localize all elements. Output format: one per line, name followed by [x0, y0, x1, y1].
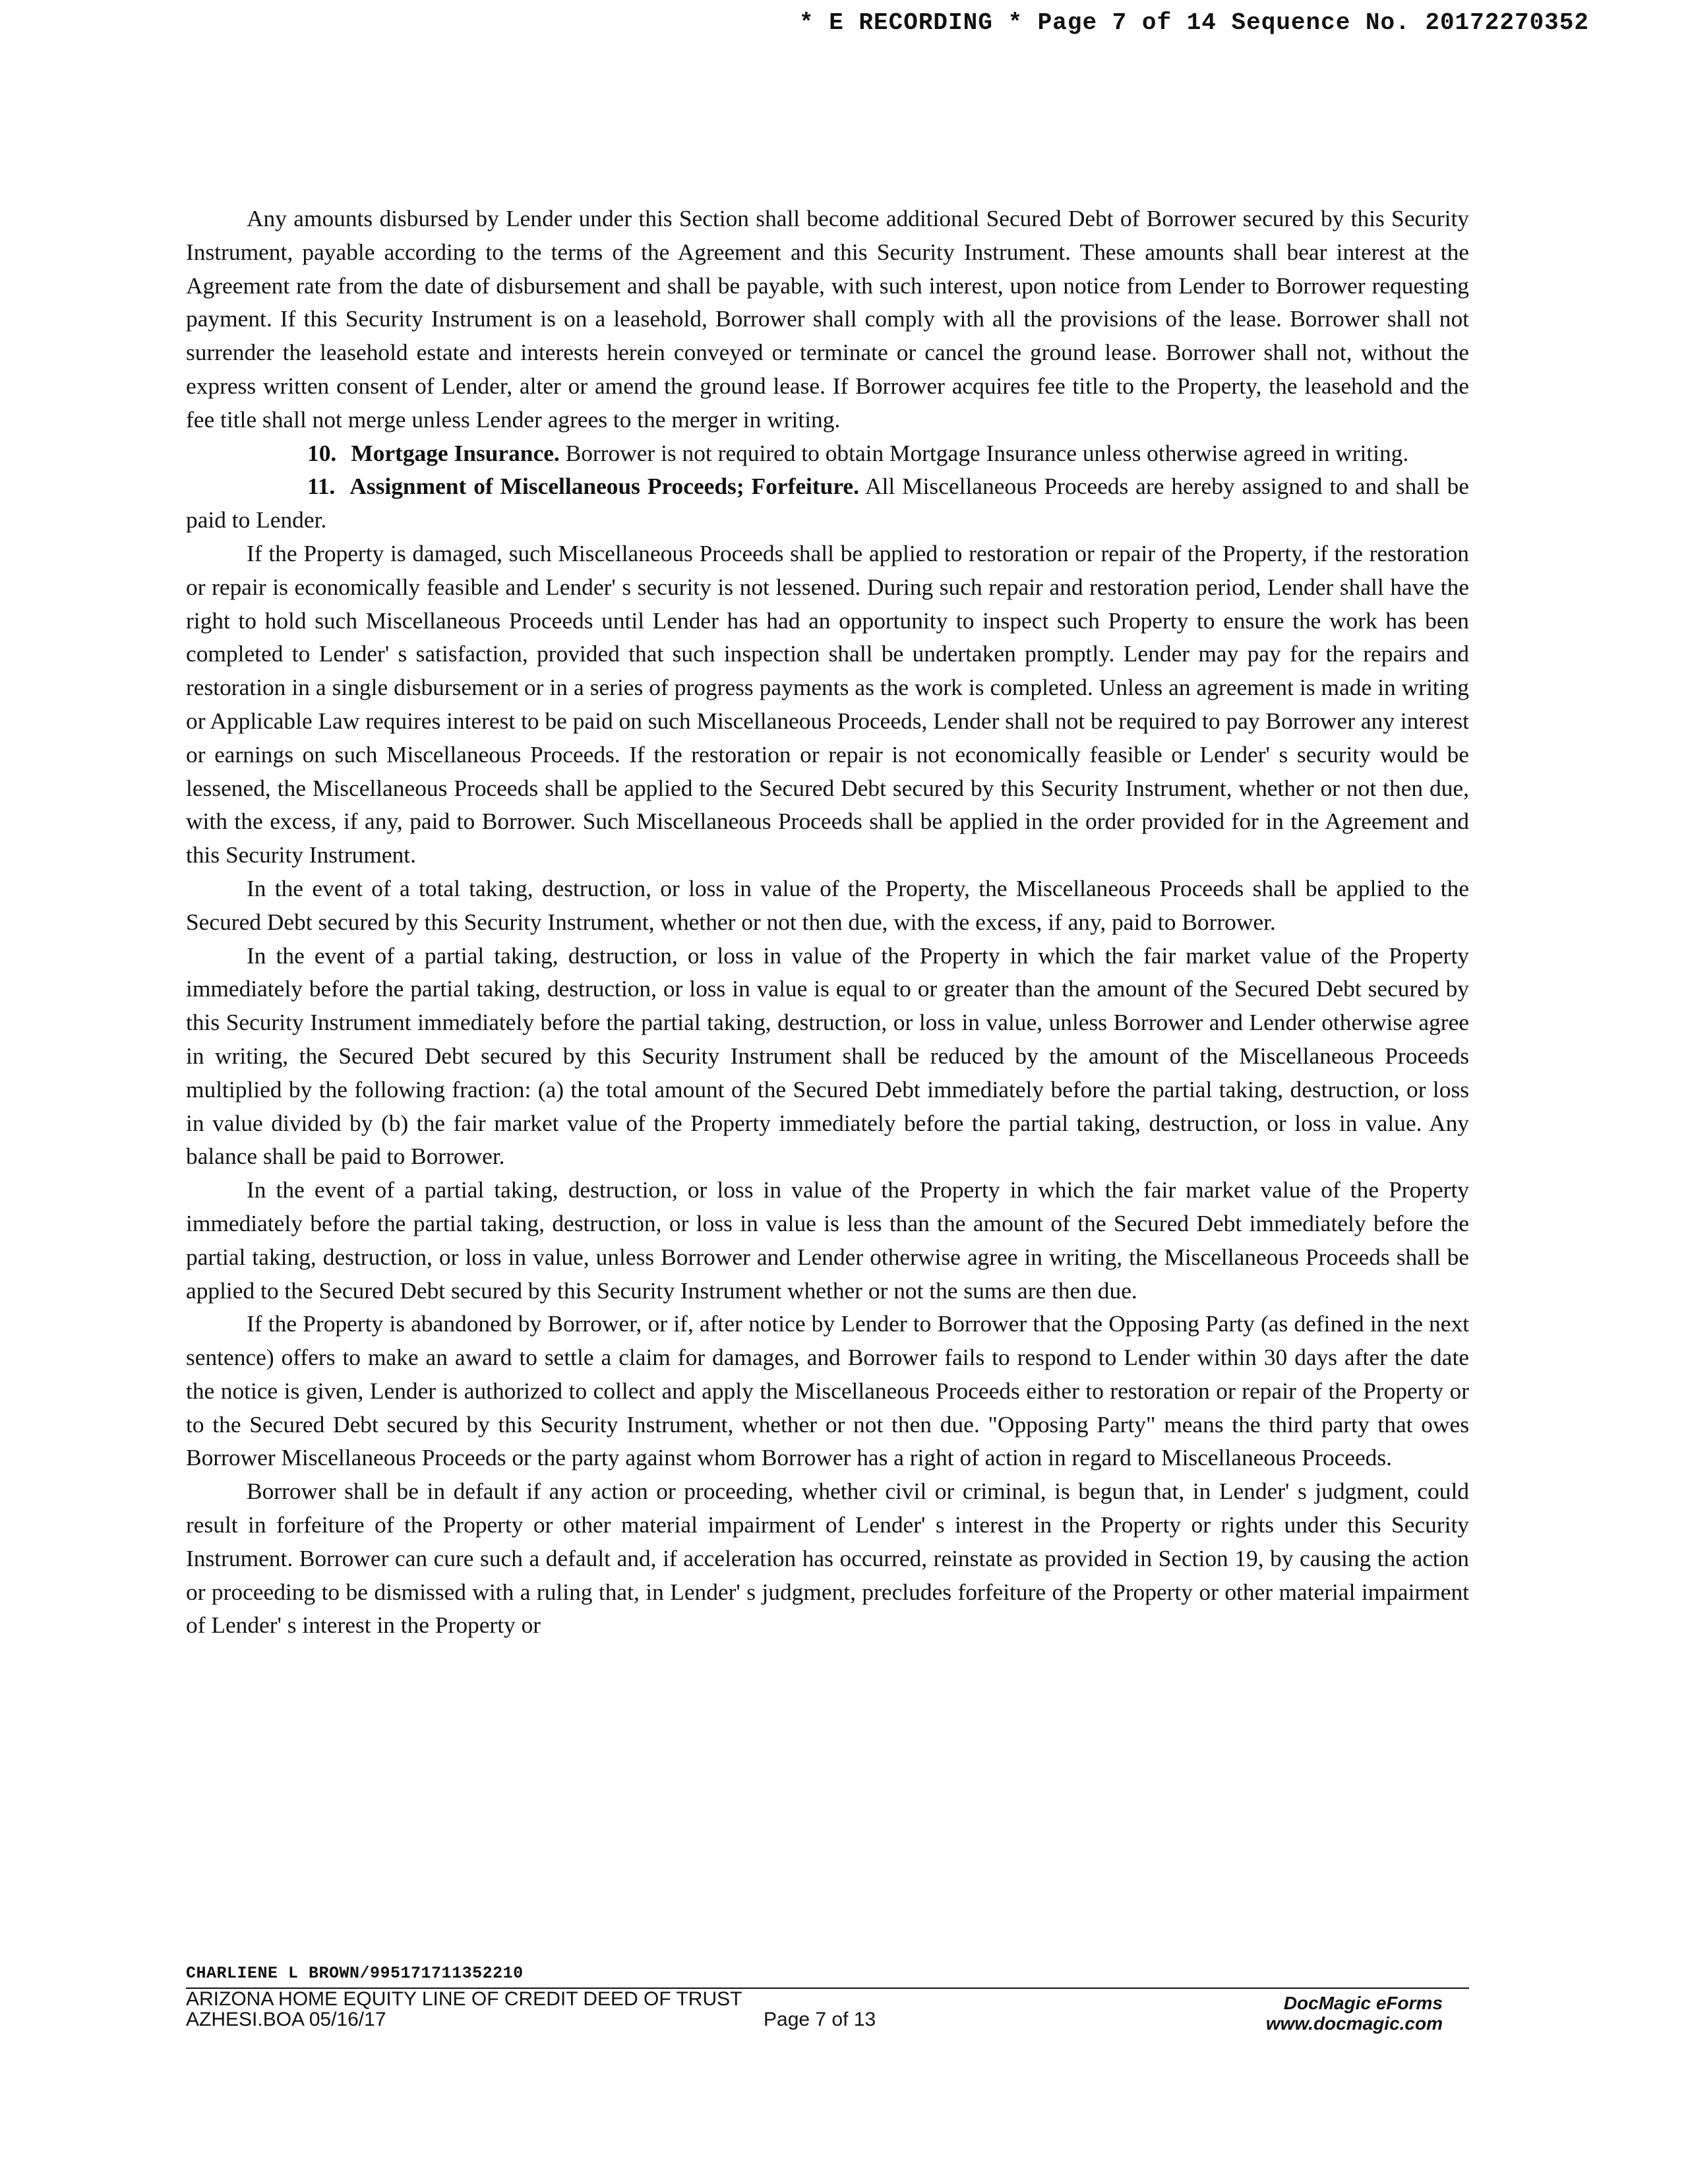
- paragraph-partial-taking-less: In the event of a partial taking, destruction, or loss in value of the Property in which the fair market value of the Property immediately before the partial taking, destruction, or loss in value is less than the amount of the Secured Debt immediately before the partial taking, destruction, or loss in value, unless Borrower and Lender otherwise agree in writing, the Miscellaneous Proceeds shall be applied to the Secured Debt secured by this Security Instrument whether or not the sums are then due.: [186, 1176, 1469, 1304]
- footer-borrower-id: CHARLIENE L BROWN/995171711352210: [186, 1964, 524, 1983]
- form-code: AZHESI.BOA 05/16/17: [186, 2009, 386, 2030]
- paragraph-total-taking: In the event of a total taking, destruction, or loss in value of the Property, the Miscellaneous Proceeds shall be applied to the Secured Debt secured by this Security Instrument, whether or not then due, with the excess, if any, paid to Borrower.: [186, 874, 1469, 935]
- section-number: 11.: [307, 473, 336, 500]
- section-number: 10.: [307, 439, 337, 466]
- section-title: Assignment of Miscellaneous Proceeds; Forfeiture.: [349, 473, 859, 500]
- section-11-assignment: [186, 470, 1469, 537]
- docmagic-website: www.docmagic.com: [1265, 2013, 1443, 2034]
- form-title: ARIZONA HOME EQUITY LINE OF CREDIT DEED OF TRUST: [186, 1988, 742, 2010]
- recording-stamp: * E RECORDING * Page 7 of 14 Sequence No. 20172270352: [799, 9, 1589, 36]
- paragraph-lender-disbursements: Any amounts disbursed by Lender under this Section shall become additional Secured Debt of Borrower secured by this Security Instrument, payable according to the terms of the Agreement and this Security Instrument. These amounts shall bear interest at the Agreement rate from the date of disbursement and shall be payable, with such interest, upon notice from Lender to Borrower requesting payment. If this Security Instrument is on a leasehold, Borrower shall comply with all the provisions of the lease. Borrower shall not surrender the leasehold estate and interests herein conveyed or terminate or cancel the ground lease. Borrower shall not, without the express written consent of Lender, alter or amend the ground lease. If Borrower acquires fee title to the Property, the leasehold and the fee title shall not merge unless Lender agrees to the merger in writing.: [186, 205, 1469, 433]
- paragraph-property-damaged: If the Property is damaged, such Miscellaneous Proceeds shall be applied to restoration or repair of the Property, if the restoration or repair is economically feasible and Lender' s security is not lessened. During such repair and restoration period, Lender shall have the right to hold such Miscellaneous Proceeds until Lender has had an opportunity to inspect such Property to ensure the work has been completed to Lender' s satisfaction, provided that such inspection shall be undertaken promptly. Lender may pay for the repairs and restoration in a single disbursement or in a series of progress payments as the work is completed. Unless an agreement is made in writing or Applicable Law requires interest to be paid on such Miscellaneous Proceeds, Lender shall not be required to pay Borrower any interest or earnings on such Miscellaneous Proceeds. If the restoration or repair is not economically feasible or Lender' s security would be lessened, the Miscellaneous Proceeds shall be applied to the Secured Debt secured by this Security Instrument, whether or not then due, with the excess, if any, paid to Borrower. Such Miscellaneous Proceeds shall be applied in the order provided for in the Agreement and this Security Instrument.: [186, 539, 1469, 868]
- section-10-mortgage-insurance: [186, 437, 1469, 470]
- footer-brand: [1245, 1993, 1443, 2034]
- section-title: Mortgage Insurance.: [351, 439, 560, 466]
- docmagic-logo: DocMagic eForms: [1283, 1993, 1443, 2013]
- paragraph-borrower-default: Borrower shall be in default if any action or proceeding, whether civil or criminal, is begun that, in Lender' s judgment, could result in forfeiture of the Property or other material impairment of Lender' s interest in the Property or rights under this Security Instrument. Borrower can cure such a default and, if acceleration has occurred, reinstate as provided in Section 19, by causing the action or proceeding to be dismissed with a ruling that, in Lender' s judgment, precludes forfeiture of the Property or other material impairment of Lender' s interest in the Property or: [186, 1478, 1469, 1639]
- section-text: All Miscellaneous Proceeds are hereby assigned to and shall be paid to Lender.: [186, 473, 1470, 533]
- section-text: Borrower is not required to obtain Mortgage Insurance unless otherwise agreed in writing.: [559, 439, 1409, 466]
- paragraph-property-abandoned: If the Property is abandoned by Borrower, or if, after notice by Lender to Borrower that the Opposing Party (as defined in the next sentence) offers to make an award to settle a claim for damages, and Borrower fails to respond to Lender within 30 days after the date the notice is given, Lender is authorized to collect and apply the Miscellaneous Proceeds either to restoration or repair of the Property or to the Secured Debt secured by this Security Instrument, whether or not then due. "Opposing Party" means the third party that owes Borrower Miscellaneous Proceeds or the party against whom Borrower has a right of action in regard to Miscellaneous Proceeds.: [186, 1310, 1469, 1471]
- footer-form-info: [186, 1989, 742, 2030]
- document-body: [186, 202, 1469, 1642]
- footer-page-number: Page 7 of 13: [764, 2009, 876, 2030]
- paragraph-partial-taking-greater: In the event of a partial taking, destruction, or loss in value of the Property in which the fair market value of the Property immediately before the partial taking, destruction, or loss in value is equal to or greater than the amount of the Secured Debt secured by this Security Instrument immediately before the partial taking, destruction, or loss in value, unless Borrower and Lender otherwise agree in writing, the Secured Debt secured by this Security Instrument shall be reduced by the amount of the Miscellaneous Proceeds multiplied by the following fraction: (a) the total amount of the Secured Debt immediately before the partial taking, destruction, or loss in value divided by (b) the fair market value of the Property immediately before the partial taking, destruction, or loss in value. Any balance shall be paid to Borrower.: [186, 942, 1469, 1170]
